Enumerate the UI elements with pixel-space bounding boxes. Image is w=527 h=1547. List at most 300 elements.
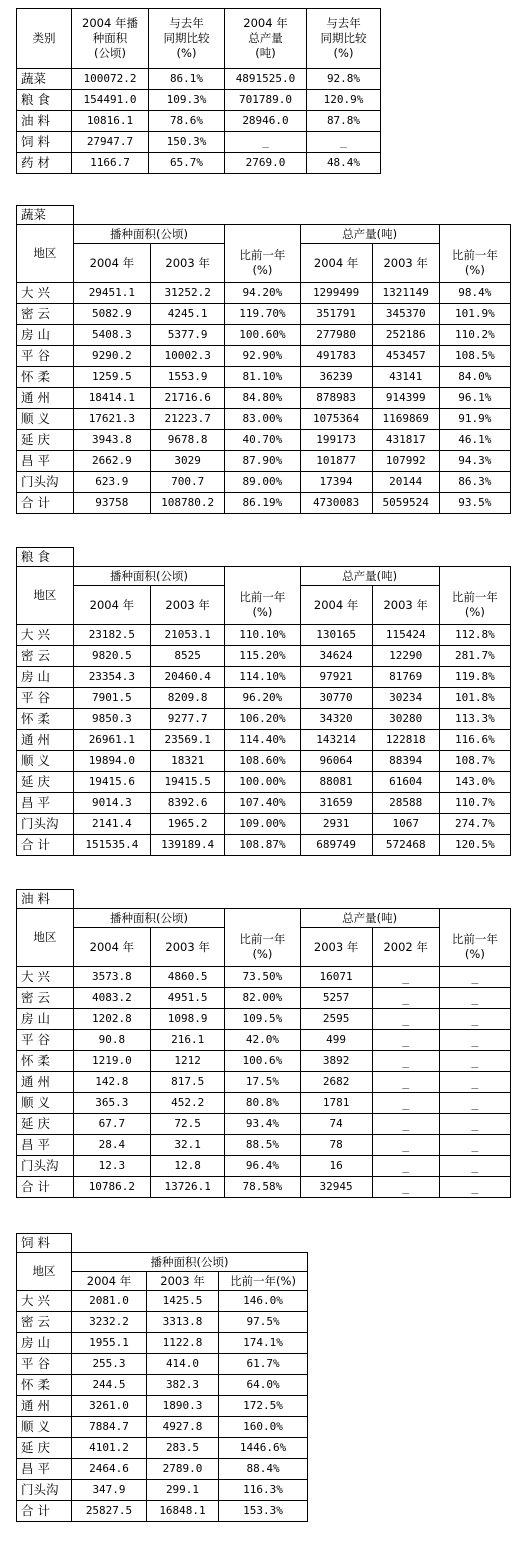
value-cell: 1890.3 xyxy=(147,1396,219,1417)
value-cell: 88.4% xyxy=(219,1459,308,1480)
value-cell: 2789.0 xyxy=(147,1459,219,1480)
value-cell: 2595 xyxy=(300,1009,372,1030)
year-header: 2004 年 xyxy=(73,928,150,967)
value-cell: 154491.0 xyxy=(72,90,149,111)
value-cell: 1446.6% xyxy=(219,1438,308,1459)
value-cell: 90.8 xyxy=(73,1030,150,1051)
value-cell: 122818 xyxy=(372,730,439,751)
table-row xyxy=(17,409,511,430)
value-cell: 4245.1 xyxy=(151,304,225,325)
value-cell: 277980 xyxy=(300,325,372,346)
value-cell: 30770 xyxy=(300,688,372,709)
value-cell: 116.3% xyxy=(219,1480,308,1501)
value-cell: _ xyxy=(439,1030,510,1051)
value-cell: 12.3 xyxy=(73,1156,150,1177)
region-cell: 怀 柔 xyxy=(17,709,74,730)
subheader-row xyxy=(17,244,511,283)
table-row xyxy=(17,451,511,472)
value-cell: 21053.1 xyxy=(151,625,225,646)
table-row xyxy=(17,1312,308,1333)
value-cell: 146.0% xyxy=(219,1291,308,1312)
region-cell: 怀 柔 xyxy=(17,367,74,388)
value-cell: _ xyxy=(372,1030,439,1051)
value-cell: 150.3% xyxy=(149,132,225,153)
table-row xyxy=(17,1072,511,1093)
value-cell: 142.8 xyxy=(73,1072,150,1093)
table-row xyxy=(17,1480,308,1501)
value-cell: _ xyxy=(439,1114,510,1135)
category-cell: 饲 料 xyxy=(17,132,72,153)
header-line: (%) xyxy=(333,46,354,60)
value-cell: 18414.1 xyxy=(73,388,150,409)
table-title: 油 料 xyxy=(17,890,74,909)
value-cell: 10002.3 xyxy=(151,346,225,367)
value-cell: 8392.6 xyxy=(151,793,225,814)
value-cell: 88.5% xyxy=(225,1135,300,1156)
value-cell: _ xyxy=(439,1072,510,1093)
region-cell: 门头沟 xyxy=(17,1156,74,1177)
vegetables-table xyxy=(16,205,511,514)
region-cell: 顺 义 xyxy=(17,1093,74,1114)
value-cell: 34320 xyxy=(300,709,372,730)
region-cell: 怀 柔 xyxy=(17,1051,74,1072)
table-title: 饲 料 xyxy=(17,1234,72,1253)
table-row xyxy=(17,472,511,493)
value-cell: _ xyxy=(439,1051,510,1072)
year-header: 2003 年 xyxy=(372,586,439,625)
change-header xyxy=(225,928,300,967)
value-cell: 174.1% xyxy=(219,1333,308,1354)
value-cell: 5059524 xyxy=(372,493,439,514)
year-header: 2003 年 xyxy=(147,1272,219,1291)
value-cell: 32.1 xyxy=(151,1135,225,1156)
blank-cell xyxy=(73,206,510,225)
table-row xyxy=(17,1396,308,1417)
value-cell: 67.7 xyxy=(73,1114,150,1135)
value-cell: 17621.3 xyxy=(73,409,150,430)
table-row xyxy=(17,1375,308,1396)
value-cell: 7901.5 xyxy=(73,688,150,709)
table-row xyxy=(17,1009,511,1030)
year-header: 2004 年 xyxy=(72,1272,147,1291)
blank-cell xyxy=(72,1234,308,1253)
value-cell: 109.5% xyxy=(225,1009,300,1030)
change-header xyxy=(225,244,300,283)
region-header: 地区 xyxy=(17,567,74,625)
region-cell: 顺 义 xyxy=(17,1417,72,1438)
value-cell: 13726.1 xyxy=(151,1177,225,1198)
value-cell: 23182.5 xyxy=(73,625,150,646)
region-cell: 合 计 xyxy=(17,493,74,514)
production-header: 总产量(吨) xyxy=(300,909,439,928)
value-cell: 216.1 xyxy=(151,1030,225,1051)
region-cell: 昌 平 xyxy=(17,451,74,472)
value-cell: 2931 xyxy=(300,814,372,835)
value-cell: 100072.2 xyxy=(72,69,149,90)
value-cell: 701789.0 xyxy=(225,90,307,111)
value-cell: 9820.5 xyxy=(73,646,150,667)
value-cell: 97921 xyxy=(300,667,372,688)
region-cell: 门头沟 xyxy=(17,1480,72,1501)
blank-cell xyxy=(439,909,510,928)
value-cell: 244.5 xyxy=(72,1375,147,1396)
value-cell: 64.0% xyxy=(219,1375,308,1396)
region-cell: 合 计 xyxy=(17,1177,74,1198)
value-cell: 61604 xyxy=(372,772,439,793)
value-cell: 153.3% xyxy=(219,1501,308,1522)
value-cell: 9678.8 xyxy=(151,430,225,451)
value-cell: 94.3% xyxy=(439,451,510,472)
title-row xyxy=(17,548,511,567)
value-cell: 110.10% xyxy=(225,625,300,646)
header-line: (公顷) xyxy=(94,46,126,60)
change-header xyxy=(439,244,510,283)
value-cell: 252186 xyxy=(372,325,439,346)
value-cell: 21716.6 xyxy=(151,388,225,409)
value-cell: 1202.8 xyxy=(73,1009,150,1030)
change-header xyxy=(439,586,510,625)
header-line: (%) xyxy=(252,604,273,619)
value-cell: 86.19% xyxy=(225,493,300,514)
value-cell: 817.5 xyxy=(151,1072,225,1093)
value-cell: 28946.0 xyxy=(225,111,307,132)
value-cell: 3573.8 xyxy=(73,967,150,988)
value-cell: 87.90% xyxy=(225,451,300,472)
value-cell: 100.00% xyxy=(225,772,300,793)
value-cell: _ xyxy=(372,1093,439,1114)
value-cell: 1781 xyxy=(300,1093,372,1114)
value-cell: 83.00% xyxy=(225,409,300,430)
value-cell: 1075364 xyxy=(300,409,372,430)
table-row xyxy=(17,1114,511,1135)
value-cell: 81769 xyxy=(372,667,439,688)
header-line: 种面积 xyxy=(92,31,128,45)
region-cell: 房 山 xyxy=(17,1333,72,1354)
value-cell: _ xyxy=(307,132,381,153)
year-header: 2003 年 xyxy=(151,586,225,625)
production-header: 总产量(吨) xyxy=(300,225,439,244)
value-cell: 107992 xyxy=(372,451,439,472)
value-cell: 110.2% xyxy=(439,325,510,346)
value-cell: 3232.2 xyxy=(72,1312,147,1333)
year-header: 2003 年 xyxy=(151,244,225,283)
table-title: 粮 食 xyxy=(17,548,74,567)
table-row xyxy=(17,814,511,835)
value-cell: 143214 xyxy=(300,730,372,751)
value-cell: 1212 xyxy=(151,1051,225,1072)
table-row xyxy=(17,1051,511,1072)
value-cell: 5257 xyxy=(300,988,372,1009)
category-cell: 粮 食 xyxy=(17,90,72,111)
year-header: 2004 年 xyxy=(73,244,150,283)
value-cell: 108.87% xyxy=(225,835,300,856)
year-header: 2004 年 xyxy=(300,586,372,625)
header-row xyxy=(17,225,511,244)
value-cell: 28588 xyxy=(372,793,439,814)
value-cell: _ xyxy=(372,988,439,1009)
value-cell: 30234 xyxy=(372,688,439,709)
table-row xyxy=(17,625,511,646)
table-row xyxy=(17,646,511,667)
blank-cell xyxy=(73,548,510,567)
value-cell: 299.1 xyxy=(147,1480,219,1501)
region-cell: 门头沟 xyxy=(17,472,74,493)
change-header xyxy=(225,586,300,625)
blank-cell xyxy=(225,909,300,928)
region-cell: 平 谷 xyxy=(17,688,74,709)
value-cell: 1166.7 xyxy=(72,153,149,174)
table-row xyxy=(17,1333,308,1354)
table-row xyxy=(17,793,511,814)
table-row xyxy=(17,430,511,451)
value-cell: 151535.4 xyxy=(73,835,150,856)
value-cell: 97.5% xyxy=(219,1312,308,1333)
value-cell: 73.50% xyxy=(225,967,300,988)
region-cell: 延 庆 xyxy=(17,1438,72,1459)
value-cell: 2081.0 xyxy=(72,1291,147,1312)
region-header: 地区 xyxy=(17,225,74,283)
value-cell: 414.0 xyxy=(147,1354,219,1375)
value-cell: 115.20% xyxy=(225,646,300,667)
value-cell: 46.1% xyxy=(439,430,510,451)
value-cell: 1169869 xyxy=(372,409,439,430)
year-header: 2003 年 xyxy=(372,244,439,283)
value-cell: 572468 xyxy=(372,835,439,856)
value-cell: 452.2 xyxy=(151,1093,225,1114)
subheader-row xyxy=(17,586,511,625)
value-cell: 92.90% xyxy=(225,346,300,367)
header-line: 比前一年 xyxy=(239,247,286,262)
value-cell: 115424 xyxy=(372,625,439,646)
value-cell: 114.10% xyxy=(225,667,300,688)
header-line: 比前一年 xyxy=(451,247,498,262)
header-line: 与去年 xyxy=(326,16,361,30)
area-header: 播种面积(公顷) xyxy=(73,567,225,586)
header-line: (%) xyxy=(464,946,485,961)
value-cell: 29451.1 xyxy=(73,283,150,304)
value-cell: 2141.4 xyxy=(73,814,150,835)
value-cell: 72.5 xyxy=(151,1114,225,1135)
value-cell: 274.7% xyxy=(439,814,510,835)
value-cell: 101.9% xyxy=(439,304,510,325)
header-line: (吨) xyxy=(255,46,276,60)
header-line: 与去年 xyxy=(169,16,204,30)
value-cell: 4860.5 xyxy=(151,967,225,988)
feed-table xyxy=(16,1233,308,1522)
region-cell: 平 谷 xyxy=(17,346,74,367)
value-cell: _ xyxy=(372,1009,439,1030)
value-cell: 23569.1 xyxy=(151,730,225,751)
value-cell: 1067 xyxy=(372,814,439,835)
value-cell: 16 xyxy=(300,1156,372,1177)
header-line: 比前一年 xyxy=(239,589,286,604)
region-cell: 昌 平 xyxy=(17,793,74,814)
year-header: 2003 年 xyxy=(151,928,225,967)
value-cell: 96.20% xyxy=(225,688,300,709)
value-cell: 114.40% xyxy=(225,730,300,751)
value-cell: 5408.3 xyxy=(73,325,150,346)
value-cell: 700.7 xyxy=(151,472,225,493)
value-cell: 3261.0 xyxy=(72,1396,147,1417)
region-cell: 门头沟 xyxy=(17,814,74,835)
value-cell: 4891525.0 xyxy=(225,69,307,90)
value-cell: _ xyxy=(225,132,307,153)
value-cell: 19415.6 xyxy=(73,772,150,793)
value-cell: 31659 xyxy=(300,793,372,814)
value-cell: 91.9% xyxy=(439,409,510,430)
value-cell: 23354.3 xyxy=(73,667,150,688)
blank-cell xyxy=(73,890,510,909)
region-cell: 合 计 xyxy=(17,1501,72,1522)
value-cell: 19894.0 xyxy=(73,751,150,772)
value-cell: 81.10% xyxy=(225,367,300,388)
region-cell: 延 庆 xyxy=(17,772,74,793)
title-row xyxy=(17,206,511,225)
value-cell: 365.3 xyxy=(73,1093,150,1114)
summary-header-cell xyxy=(307,9,381,69)
change-header: 比前一年(%) xyxy=(219,1272,308,1291)
value-cell: 96064 xyxy=(300,751,372,772)
summary-row xyxy=(17,132,381,153)
region-cell: 密 云 xyxy=(17,304,74,325)
header-line: 类别 xyxy=(32,31,56,45)
value-cell: 4951.5 xyxy=(151,988,225,1009)
table-row xyxy=(17,1354,308,1375)
year-header: 2002 年 xyxy=(372,928,439,967)
value-cell: 89.00% xyxy=(225,472,300,493)
value-cell: 94.20% xyxy=(225,283,300,304)
value-cell: 48.4% xyxy=(307,153,381,174)
value-cell: 96.1% xyxy=(439,388,510,409)
value-cell: 32945 xyxy=(300,1177,372,1198)
value-cell: 382.3 xyxy=(147,1375,219,1396)
value-cell: 878983 xyxy=(300,388,372,409)
value-cell: 1299499 xyxy=(300,283,372,304)
value-cell: 25827.5 xyxy=(72,1501,147,1522)
table-row xyxy=(17,388,511,409)
value-cell: 74 xyxy=(300,1114,372,1135)
value-cell: 139189.4 xyxy=(151,835,225,856)
value-cell: _ xyxy=(439,988,510,1009)
total-row xyxy=(17,493,511,514)
value-cell: 12290 xyxy=(372,646,439,667)
table-row xyxy=(17,772,511,793)
blank-cell xyxy=(225,225,300,244)
value-cell: 4730083 xyxy=(300,493,372,514)
value-cell: 1122.8 xyxy=(147,1333,219,1354)
value-cell: 2682 xyxy=(300,1072,372,1093)
value-cell: 86.3% xyxy=(439,472,510,493)
value-cell: 2769.0 xyxy=(225,153,307,174)
value-cell: 109.00% xyxy=(225,814,300,835)
value-cell: 1955.1 xyxy=(72,1333,147,1354)
value-cell: _ xyxy=(372,1072,439,1093)
header-line: (%) xyxy=(252,946,273,961)
value-cell: 1219.0 xyxy=(73,1051,150,1072)
value-cell: 36239 xyxy=(300,367,372,388)
value-cell: 199173 xyxy=(300,430,372,451)
table-row xyxy=(17,667,511,688)
value-cell: 9290.2 xyxy=(73,346,150,367)
value-cell: 3029 xyxy=(151,451,225,472)
table-row xyxy=(17,688,511,709)
value-cell: 27947.7 xyxy=(72,132,149,153)
value-cell: 12.8 xyxy=(151,1156,225,1177)
header-row xyxy=(17,1253,308,1272)
value-cell: 689749 xyxy=(300,835,372,856)
value-cell: 101.8% xyxy=(439,688,510,709)
value-cell: 65.7% xyxy=(149,153,225,174)
oil-table xyxy=(16,889,511,1198)
header-line: 总产量 xyxy=(248,31,283,45)
region-cell: 通 州 xyxy=(17,730,74,751)
value-cell: 119.8% xyxy=(439,667,510,688)
table-row xyxy=(17,367,511,388)
summary-row xyxy=(17,90,381,111)
value-cell: 87.8% xyxy=(307,111,381,132)
table-row xyxy=(17,1459,308,1480)
header-line: 同期比较 xyxy=(163,31,210,45)
region-cell: 延 庆 xyxy=(17,430,74,451)
value-cell: 8525 xyxy=(151,646,225,667)
value-cell: 3892 xyxy=(300,1051,372,1072)
value-cell: 108.5% xyxy=(439,346,510,367)
summary-header-row xyxy=(17,9,381,69)
header-line: (%) xyxy=(464,604,485,619)
value-cell: 9850.3 xyxy=(73,709,150,730)
value-cell: 345370 xyxy=(372,304,439,325)
value-cell: _ xyxy=(372,1177,439,1198)
total-row xyxy=(17,1177,511,1198)
summary-row xyxy=(17,153,381,174)
value-cell: 16848.1 xyxy=(147,1501,219,1522)
value-cell: 283.5 xyxy=(147,1438,219,1459)
header-line: (%) xyxy=(176,46,197,60)
value-cell: 34624 xyxy=(300,646,372,667)
table-row xyxy=(17,1291,308,1312)
value-cell: _ xyxy=(439,1177,510,1198)
value-cell: 96.4% xyxy=(225,1156,300,1177)
value-cell: 78 xyxy=(300,1135,372,1156)
value-cell: 113.3% xyxy=(439,709,510,730)
value-cell: 1553.9 xyxy=(151,367,225,388)
summary-row xyxy=(17,69,381,90)
area-header: 播种面积(公顷) xyxy=(73,909,225,928)
value-cell: 108.7% xyxy=(439,751,510,772)
value-cell: 9277.7 xyxy=(151,709,225,730)
blank-cell xyxy=(225,567,300,586)
value-cell: 1965.2 xyxy=(151,814,225,835)
value-cell: 3943.8 xyxy=(73,430,150,451)
value-cell: 100.6% xyxy=(225,1051,300,1072)
value-cell: 20460.4 xyxy=(151,667,225,688)
value-cell: 88394 xyxy=(372,751,439,772)
value-cell: 108780.2 xyxy=(151,493,225,514)
value-cell: 499 xyxy=(300,1030,372,1051)
value-cell: 61.7% xyxy=(219,1354,308,1375)
region-cell: 房 山 xyxy=(17,667,74,688)
region-cell: 顺 义 xyxy=(17,409,74,430)
value-cell: 84.80% xyxy=(225,388,300,409)
value-cell: 106.20% xyxy=(225,709,300,730)
table-row xyxy=(17,283,511,304)
value-cell: 19415.5 xyxy=(151,772,225,793)
value-cell: 120.9% xyxy=(307,90,381,111)
value-cell: 100.60% xyxy=(225,325,300,346)
region-header: 地区 xyxy=(17,909,74,967)
value-cell: 491783 xyxy=(300,346,372,367)
value-cell: 143.0% xyxy=(439,772,510,793)
